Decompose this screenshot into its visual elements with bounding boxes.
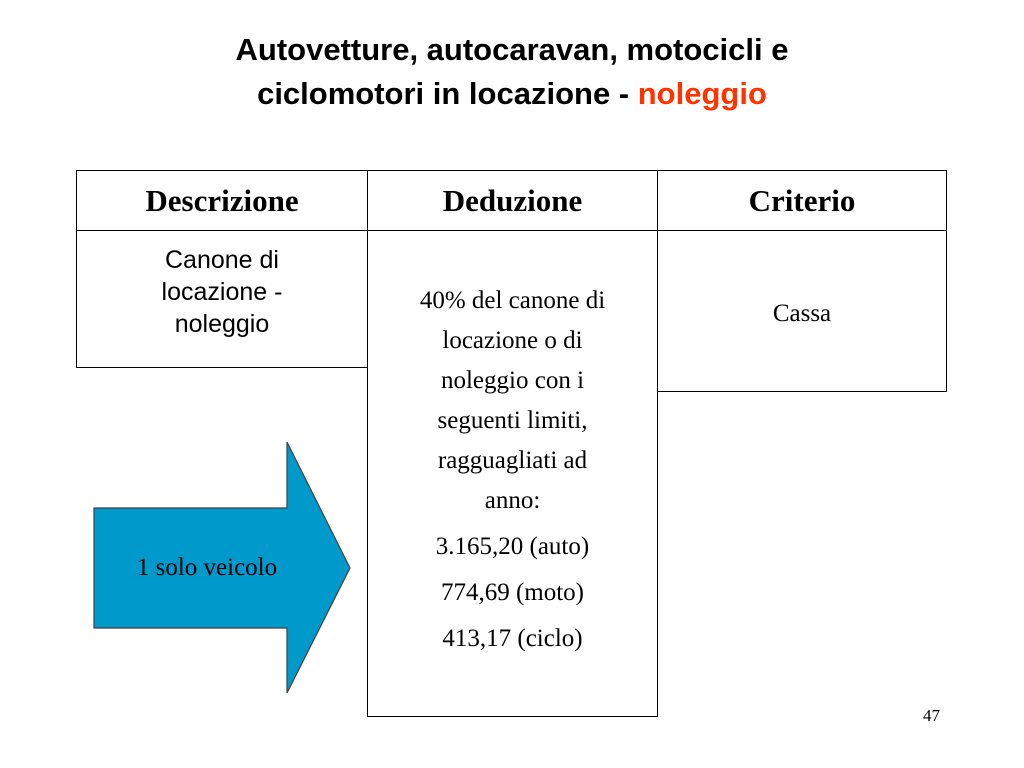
descrizione-line: Canone di bbox=[165, 246, 279, 274]
limit-moto: 774,69 (moto) bbox=[440, 579, 585, 606]
descrizione-line: locazione - bbox=[161, 278, 283, 306]
slide-title bbox=[0, 28, 1024, 116]
header-criterio: Criterio bbox=[657, 170, 947, 231]
deduzione-line: 40% del canone di bbox=[419, 287, 606, 314]
deduzione-line: noleggio con i bbox=[440, 367, 585, 394]
cell-criterio bbox=[657, 230, 947, 392]
criterio-value: Cassa bbox=[772, 300, 832, 327]
limit-ciclo: 413,17 (ciclo) bbox=[442, 625, 583, 652]
title-line-2 bbox=[0, 72, 1024, 116]
deduzione-line: seguenti limiti, bbox=[437, 407, 588, 434]
title-line-2-prefix: ciclomotori in locazione - bbox=[257, 76, 638, 111]
header-descrizione: Descrizione bbox=[76, 170, 368, 231]
descrizione-line: noleggio bbox=[174, 310, 270, 338]
title-accent-word: noleggio bbox=[637, 76, 767, 111]
title-line-1: Autovetture, autocaravan, motocicli e bbox=[235, 32, 789, 67]
cell-deduzione bbox=[367, 230, 658, 717]
deduzione-line: ragguagliati ad bbox=[437, 447, 588, 474]
deduzione-line: locazione o di bbox=[442, 327, 583, 354]
arrow-label: 1 solo veicolo bbox=[136, 554, 278, 581]
header-deduzione: Deduzione bbox=[367, 170, 658, 231]
deduzione-line: anno: bbox=[484, 487, 541, 514]
cell-descrizione bbox=[76, 230, 368, 368]
page-number: 47 bbox=[923, 706, 940, 725]
limit-auto: 3.165,20 (auto) bbox=[435, 533, 590, 560]
